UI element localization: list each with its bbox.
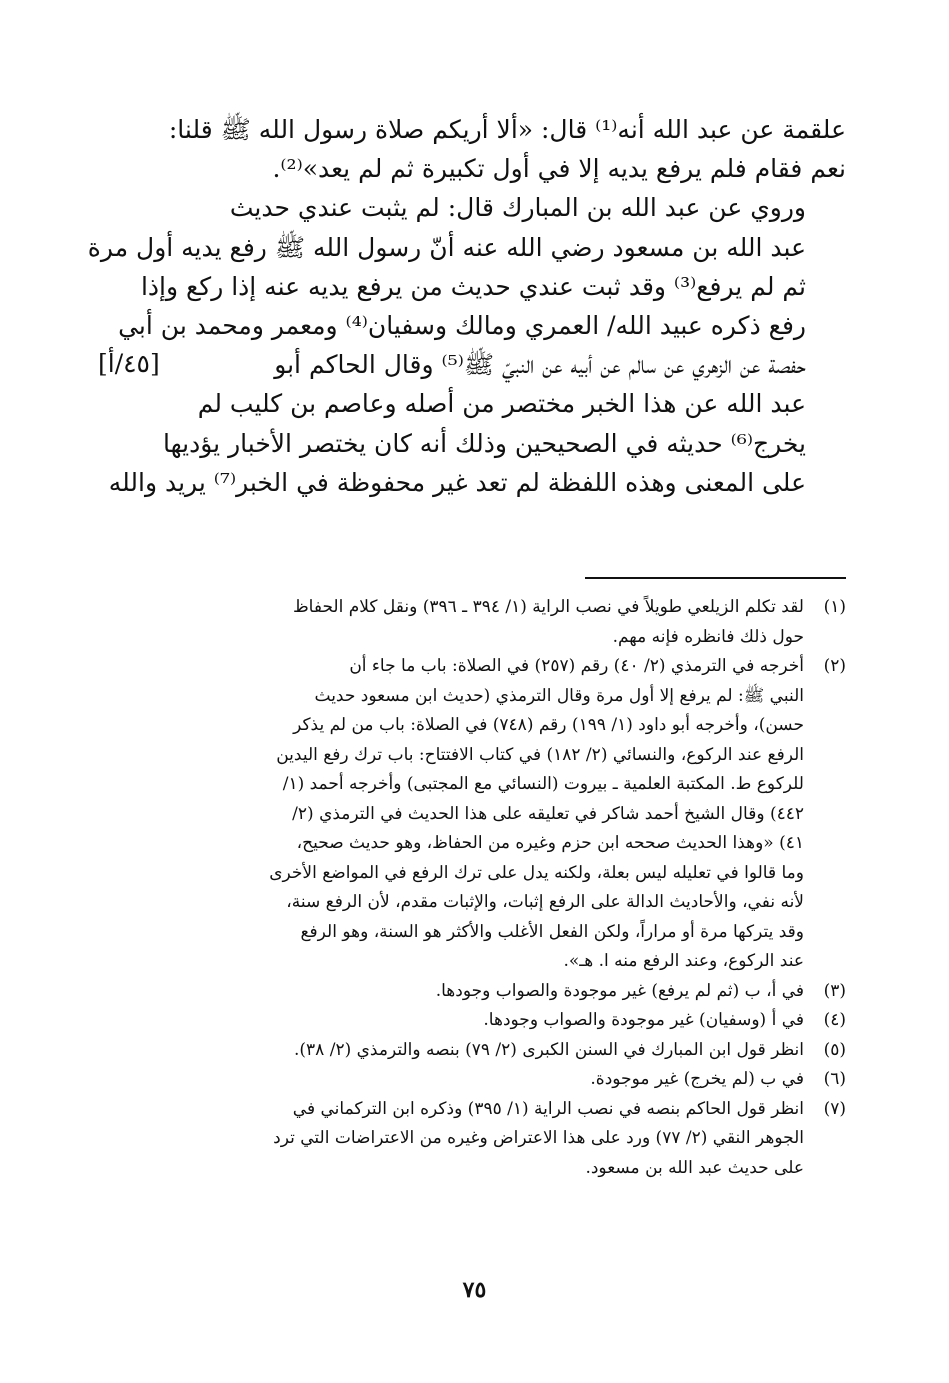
footnote-line: الرفع عند الركوع، والنسائي (٢/ ١٨٢) في كتاب الافتتاح: باب ترك رفع اليدين <box>276 744 804 765</box>
footnote-number: (١) <box>823 597 846 617</box>
text-line: رفع ذكره عبيد الله/ العمري ومالك وسفيان⁽⁴⁾ ومعمر ومحمد بن أبي <box>118 311 806 341</box>
footnote-line: وقد يتركها مرة أو مراراً، ولكن الفعل الأغلب والأكثر هو السنة، وهو الرفع <box>300 921 804 942</box>
text-line: وروي عن عبد الله بن المبارك قال: لم يثبت عندي حديث <box>229 193 806 223</box>
footnote-line: وما قالوا في تعليله ليس بعلة، ولكنه يدل على ترك الرفع في المواضع الأخرى <box>269 862 804 883</box>
paragraph-1 <box>158 110 846 188</box>
footnote-body <box>156 593 804 652</box>
footnote-line: في ب (لم يخرج) غير موجودة. <box>590 1069 804 1089</box>
footnote-line: ٤٤٢) وقال الشيخ أحمد شاكر في تعليقه على هذا الحديث في الترمذي (٢/ <box>292 803 804 824</box>
footnote-line: لأنه نفي، والأحاديث الدالة على الرفع إثبات، والإثبات مقدم، لأن الرفع سنة، <box>286 892 804 912</box>
footnote-line: الجوهر النقي (٢/ ٧٧) ورد على هذا الاعتراض وغيره من الاعتراضات التي ترد <box>273 1128 804 1148</box>
footnote-line: حسن)، وأخرجه أبو داود (١/ ١٩٩) رقم (٧٤٨) في الصلاة: باب من لم يذكر <box>293 715 804 735</box>
footnote-1 <box>156 593 846 652</box>
footnote-line: لقد تكلم الزيلعي طويلاً في نصب الراية (١/ ٣٩٤ ـ ٣٩٦) ونقل كلام الحفاظ <box>292 597 804 617</box>
footnote-line: ٤١) «وهذا الحديث صححه ابن حزم وغيره من الحفاظ، وهو حديث صحيح، <box>296 833 804 853</box>
footnote-line: حول ذلك فانظره فإنه مهم. <box>612 626 804 647</box>
text-line: عبد الله بن مسعود رضي الله عنه أنّ رسول الله ﷺ رفع يديه أول مرة <box>87 232 806 262</box>
footnote-7 <box>156 1095 846 1184</box>
page-number: ٧٥ <box>462 1277 487 1303</box>
footnote-line: عند الركوع، وعند الرفع منه ا. هـ». <box>563 951 804 971</box>
text-line: نعم فقام فلم يرفع يديه إلا في أول تكبيرة ثم لم يعد»⁽²⁾. <box>272 154 846 184</box>
text-line: على المعنى وهذه اللفظة لم تعد غير محفوظة في الخبر⁽⁷⁾ يريد والله <box>108 467 806 497</box>
footnote-body <box>156 1065 804 1095</box>
footnote-body <box>156 652 804 977</box>
footnote-number: (٥) <box>823 1039 846 1060</box>
footnote-line: للركوع ط. المكتبة العلمية ـ بيروت (النسائي مع المجتبى) وأخرجه أحمد (١/ <box>282 774 804 794</box>
footnote-number: (٤) <box>823 1010 846 1030</box>
text-line: علقمة عن عبد الله أنه⁽¹⁾ قال: «ألا أريكم صلاة رسول الله ﷺ قلنا: <box>168 115 846 144</box>
footnotes <box>156 593 846 1183</box>
footnote-line: انظر قول الحاكم بنصه في نصب الراية (١/ ٣٩٥) وذكره ابن التركماني في <box>292 1098 804 1119</box>
footnote-number: (٦) <box>823 1069 846 1089</box>
footnote-3 <box>156 977 846 1007</box>
text-line: يخرج⁽⁶⁾ حديثه في الصحيحين وذلك أنه كان يختصر الأخبار يؤديها <box>163 428 806 458</box>
manuscript-folio-ref: [٤٥/أ] <box>98 349 160 378</box>
footnote-body <box>156 1036 804 1066</box>
footnote-4 <box>156 1006 846 1036</box>
footnote-number: (٣) <box>823 980 846 1001</box>
text-line: حفصة عن الزهري عن سالم عن أبيه عن النبيّ ﷺ⁽⁵⁾ وقال الحاكم أبو <box>274 350 806 380</box>
footnote-number: (٢) <box>823 656 846 676</box>
footnote-2 <box>156 652 846 977</box>
text-line: عبد الله عن هذا الخبر مختصر من أصله وعاصم بن كليب لم <box>197 389 806 419</box>
footnote-divider <box>585 577 846 579</box>
footnote-body <box>156 1095 804 1184</box>
footnote-line: أخرجه في الترمذي (٢/ ٤٠) رقم (٢٥٧) في الصلاة: باب ما جاء أن <box>349 656 804 676</box>
footnote-line: في أ (وسفيان) غير موجودة والصواب وجودها. <box>483 1010 804 1030</box>
footnote-line: في أ، ب (ثم لم يرفع) غير موجودة والصواب وجودها. <box>435 980 804 1001</box>
footnote-6 <box>156 1065 846 1095</box>
footnote-body <box>156 1006 804 1036</box>
footnote-line: على حديث عبد الله بن مسعود. <box>585 1157 804 1178</box>
footnote-5 <box>156 1036 846 1066</box>
footnote-body <box>156 977 804 1007</box>
footnote-line: النبي ﷺ: لم يرفع إلا أول مرة وقال الترمذي (حديث ابن مسعود حديث <box>314 685 804 706</box>
footnote-line: انظر قول ابن المبارك في السنن الكبرى (٢/ ٧٩) بنصه والترمذي (٢/ ٣٨). <box>294 1039 804 1060</box>
text-line: ثم لم يرفع⁽³⁾ وقد ثبت عندي حديث من يرفع يديه عنه إذا ركع وإذا <box>140 271 806 301</box>
footnote-number: (٧) <box>823 1098 846 1119</box>
